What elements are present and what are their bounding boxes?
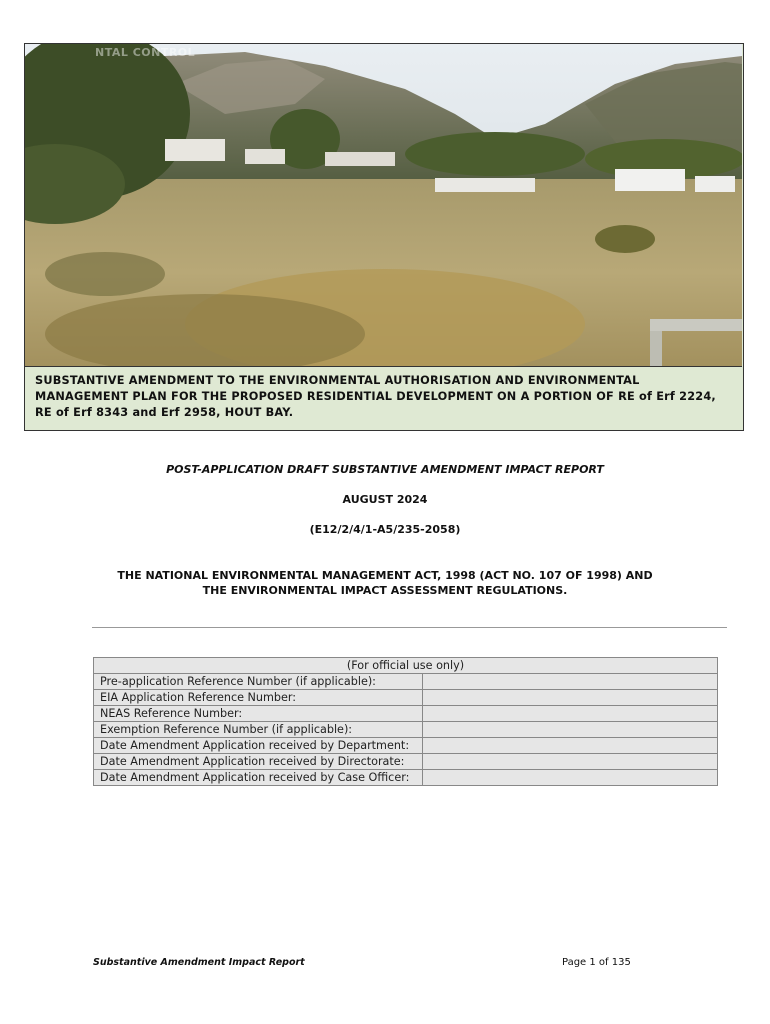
table-row xyxy=(94,770,718,786)
table-header: (For official use only) xyxy=(94,658,718,674)
report-subtitle: POST-APPLICATION DRAFT SUBSTANTIVE AMENDMENT IMPACT REPORT xyxy=(166,463,604,476)
act-statement: THE NATIONAL ENVIRONMENTAL MANAGEMENT ACT, 1998 (ACT NO. 107 OF 1998) AND THE ENVIRONMENTAL IMPACT ASSESSMENT REGULATIONS. xyxy=(117,569,653,597)
row-label: Date Amendment Application received by Case Officer: xyxy=(94,770,423,786)
official-use-table xyxy=(93,657,718,786)
row-value-field[interactable] xyxy=(423,738,718,754)
report-date: AUGUST 2024 xyxy=(342,493,428,506)
row-label: EIA Application Reference Number: xyxy=(94,690,423,706)
row-label: Pre-application Reference Number (if applicable): xyxy=(94,674,423,690)
row-value-field[interactable] xyxy=(423,690,718,706)
divider xyxy=(92,627,727,628)
cover-title: SUBSTANTIVE AMENDMENT TO THE ENVIRONMENTAL AUTHORISATION AND ENVIRONMENTAL MANAGEMENT PLAN FOR THE PROPOSED RESIDENTIAL DEVELOPMENT ON A PORTION OF RE of Erf 2224, RE of Erf 8343 and Erf 2958, HOUT BAY. xyxy=(25,366,742,430)
photo-overlay-text: NTAL CONTROL xyxy=(95,46,196,59)
table-row xyxy=(94,754,718,770)
row-label: Date Amendment Application received by Directorate: xyxy=(94,754,423,770)
row-value-field[interactable] xyxy=(423,722,718,738)
row-label: Date Amendment Application received by Department: xyxy=(94,738,423,754)
row-label: NEAS Reference Number: xyxy=(94,706,423,722)
footer-report-name: Substantive Amendment Impact Report xyxy=(93,957,305,968)
table-row xyxy=(94,690,718,706)
row-value-field[interactable] xyxy=(423,754,718,770)
row-value-field[interactable] xyxy=(423,706,718,722)
table-header-row xyxy=(94,658,718,674)
table-row xyxy=(94,706,718,722)
cover-photo xyxy=(25,44,742,366)
cover-box xyxy=(24,43,744,431)
reference-number: (E12/2/4/1-A5/235-2058) xyxy=(309,523,461,536)
row-label: Exemption Reference Number (if applicable): xyxy=(94,722,423,738)
table-row xyxy=(94,674,718,690)
table-row xyxy=(94,722,718,738)
row-value-field[interactable] xyxy=(423,674,718,690)
page-number: Page 1 of 135 xyxy=(562,957,631,968)
row-value-field[interactable] xyxy=(423,770,718,786)
table-row xyxy=(94,738,718,754)
